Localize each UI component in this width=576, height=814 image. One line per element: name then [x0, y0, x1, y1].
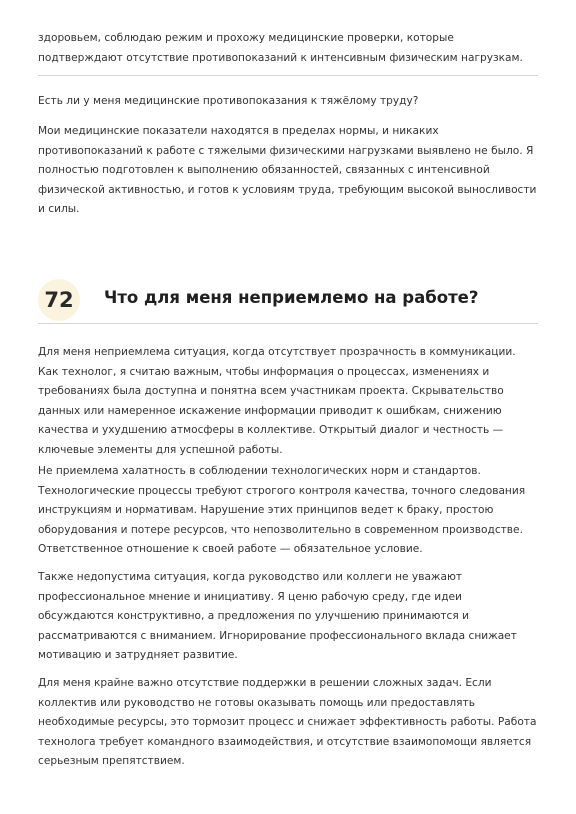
section-heading: [38, 279, 538, 321]
question-text: Есть ли у меня медицинские противопоказания к тяжёлому труду?: [38, 95, 419, 107]
section-title: Что для меня неприемлемо на работе?: [104, 288, 479, 307]
previous-answer-tail: здоровьем, соблюдаю режим и прохожу медицинские проверки, которые подтверждают отсутствие противопоказаний к интенсивным физическим нагрузкам.: [38, 32, 523, 64]
body-paragraph-3: Также недопустима ситуация, когда руководство или коллеги не уважают профессиональное мнение и инициативу. Я ценю рабочую среду, где идеи обсуждаются конструктивно, а предложения по улучшению принимаются и рассматриваются с вниманием. Игнорирование профессионального вклада снижает мотивацию и затрудняет развитие.: [38, 571, 517, 661]
body-paragraph-4: Для меня крайне важно отсутствие поддержки в решении сложных задач. Если коллектив или руководство не готовы оказывать помощь или предоставлять необходимые ресурсы, это тормозит процесс и снижает эффективность работы. Работа технолога требует командного взаимодействия, и отсутствие взаимопомощи является серьезным препятствием.: [38, 677, 537, 767]
body-paragraph-1: Для меня неприемлема ситуация, когда отсутствует прозрачность в коммуникации. Как технолог, я считаю важным, чтобы информация о процессах, изменениях и требованиях была доступна и понятна всем участникам проекта. Скрывательство данных или намеренное искажение информации приводит к ошибкам, снижению качества и ухудшению атмосферы в коллективе. Открытый диалог и честность — ключевые элементы для успешной работы.: [38, 346, 516, 456]
divider-heading: [38, 323, 538, 324]
divider-top: [38, 75, 538, 76]
section-number-badge: 72: [38, 279, 80, 321]
body-paragraph-2: Не приемлема халатность в соблюдении технологических норм и стандартов. Технологические процессы требуют строгого контроля качества, точного следования инструкциям и нормативам. Нарушение этих принципов ведет к браку, простою оборудования и потере ресурсов, что непозволительно в современном производстве. Ответственное отношение к своей работе — обязательное условие.: [38, 465, 526, 555]
answer-text: Мои медицинские показатели находятся в пределах нормы, и никаких противопоказаний к работе с тяжелыми физическими нагрузками выявлено не было. Я полностью подготовлен к выполнению обязанностей, связанных с интенсивной физической активностью, и готов к условиям труда, требующим высокой выносливости и силы.: [38, 125, 537, 215]
